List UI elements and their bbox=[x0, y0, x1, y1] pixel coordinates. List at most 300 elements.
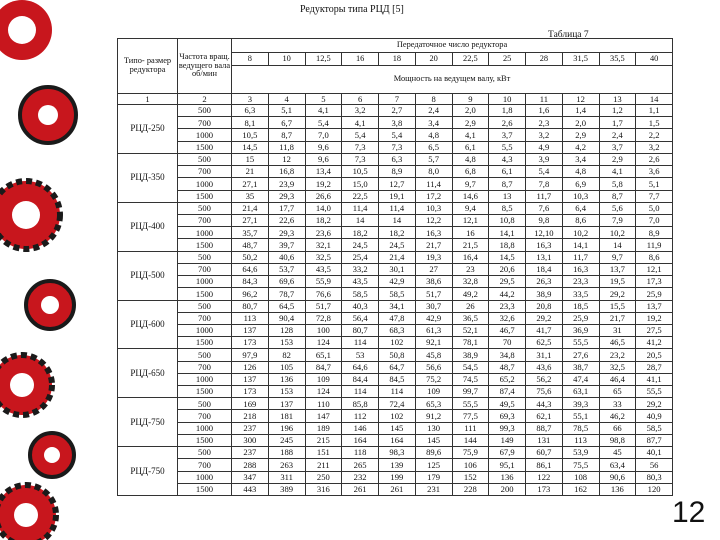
power-value: 43,5 bbox=[305, 263, 342, 275]
power-value: 151 bbox=[305, 447, 342, 459]
power-value: 19,5 bbox=[599, 276, 636, 288]
power-value: 145 bbox=[415, 434, 452, 446]
power-value: 21,7 bbox=[599, 312, 636, 324]
power-value: 84,4 bbox=[342, 373, 379, 385]
power-value: 80,7 bbox=[342, 324, 379, 336]
header-ratio: 22,5 bbox=[452, 53, 489, 66]
power-value: 2,0 bbox=[562, 117, 599, 129]
power-value: 40,9 bbox=[636, 410, 673, 422]
power-value: 38,6 bbox=[415, 276, 452, 288]
power-value: 118 bbox=[342, 447, 379, 459]
power-value: 10,5 bbox=[232, 129, 269, 141]
power-value: 5,6 bbox=[599, 202, 636, 214]
power-value: 125 bbox=[415, 459, 452, 471]
power-value: 58,5 bbox=[636, 422, 673, 434]
shaft-speed: 500 bbox=[178, 300, 232, 312]
power-value: 113 bbox=[232, 312, 269, 324]
power-value: 97,9 bbox=[232, 349, 269, 361]
power-value: 8,5 bbox=[489, 202, 526, 214]
power-value: 8,9 bbox=[379, 166, 416, 178]
power-value: 53 bbox=[342, 349, 379, 361]
power-value: 3,9 bbox=[526, 153, 563, 165]
power-value: 27 bbox=[415, 263, 452, 275]
power-value: 12,2 bbox=[415, 214, 452, 226]
power-value: 48,7 bbox=[489, 361, 526, 373]
power-value: 52,1 bbox=[452, 324, 489, 336]
power-value: 114 bbox=[342, 386, 379, 398]
power-value: 80,3 bbox=[636, 471, 673, 483]
table-row bbox=[118, 312, 673, 324]
power-value: 7,7 bbox=[636, 190, 673, 202]
power-value: 72,4 bbox=[379, 398, 416, 410]
table-row bbox=[118, 227, 673, 239]
page-title: Редукторы типа РЦД [5] bbox=[300, 4, 404, 15]
shaft-speed: 1000 bbox=[178, 276, 232, 288]
power-value: 16,3 bbox=[562, 263, 599, 275]
power-value: 48,7 bbox=[232, 239, 269, 251]
power-value: 99,7 bbox=[452, 386, 489, 398]
shaft-speed: 500 bbox=[178, 398, 232, 410]
table-label: Таблица 7 bbox=[548, 30, 589, 40]
reducer-type: РЦД-750 bbox=[118, 447, 178, 496]
power-value: 85,8 bbox=[342, 398, 379, 410]
power-value: 311 bbox=[268, 471, 305, 483]
power-value: 34,1 bbox=[379, 300, 416, 312]
power-value: 96,2 bbox=[232, 288, 269, 300]
power-value: 122 bbox=[526, 471, 563, 483]
power-value: 32,6 bbox=[489, 312, 526, 324]
reducer-type: РЦД-350 bbox=[118, 153, 178, 202]
table-row bbox=[118, 129, 673, 141]
power-value: 21,4 bbox=[232, 202, 269, 214]
power-value: 21,4 bbox=[379, 251, 416, 263]
shaft-speed: 1000 bbox=[178, 422, 232, 434]
power-value: 29,2 bbox=[526, 312, 563, 324]
power-value: 4,3 bbox=[489, 153, 526, 165]
power-value: 29,2 bbox=[599, 288, 636, 300]
power-value: 75,6 bbox=[526, 386, 563, 398]
power-value: 169 bbox=[232, 398, 269, 410]
power-value: 261 bbox=[379, 483, 416, 495]
power-value: 237 bbox=[232, 447, 269, 459]
power-value: 49,2 bbox=[452, 288, 489, 300]
power-value: 33,5 bbox=[562, 288, 599, 300]
power-value: 18,2 bbox=[342, 227, 379, 239]
power-value: 250 bbox=[305, 471, 342, 483]
shaft-speed: 500 bbox=[178, 202, 232, 214]
power-value: 15 bbox=[232, 153, 269, 165]
power-value: 26 bbox=[452, 300, 489, 312]
table-row bbox=[118, 166, 673, 178]
power-value: 5,4 bbox=[526, 166, 563, 178]
power-value: 106 bbox=[452, 459, 489, 471]
power-value: 24,5 bbox=[379, 239, 416, 251]
power-value: 11,4 bbox=[342, 202, 379, 214]
power-value: 64,5 bbox=[268, 300, 305, 312]
table-row bbox=[118, 276, 673, 288]
shaft-speed: 1500 bbox=[178, 434, 232, 446]
power-value: 196 bbox=[268, 422, 305, 434]
power-value: 124 bbox=[305, 386, 342, 398]
power-value: 56,4 bbox=[342, 312, 379, 324]
power-value: 14,5 bbox=[232, 141, 269, 153]
power-value: 7,3 bbox=[342, 141, 379, 153]
power-value: 137 bbox=[232, 373, 269, 385]
decorative-gears bbox=[0, 0, 95, 540]
power-value: 3,6 bbox=[636, 166, 673, 178]
power-value: 4,1 bbox=[305, 105, 342, 117]
table-row bbox=[118, 447, 673, 459]
power-value: 6,3 bbox=[232, 105, 269, 117]
power-value: 112 bbox=[342, 410, 379, 422]
power-value: 7,9 bbox=[599, 214, 636, 226]
shaft-speed: 1500 bbox=[178, 190, 232, 202]
table-row bbox=[118, 337, 673, 349]
shaft-speed: 1500 bbox=[178, 483, 232, 495]
power-value: 54,5 bbox=[452, 361, 489, 373]
table-row bbox=[118, 483, 673, 495]
power-value: 10,2 bbox=[562, 227, 599, 239]
power-value: 23 bbox=[452, 263, 489, 275]
table-row bbox=[118, 434, 673, 446]
power-value: 3,7 bbox=[599, 141, 636, 153]
power-value: 199 bbox=[379, 471, 416, 483]
power-value: 8,1 bbox=[232, 117, 269, 129]
power-value: 18,2 bbox=[379, 227, 416, 239]
power-value: 173 bbox=[232, 386, 269, 398]
power-value: 1,7 bbox=[599, 117, 636, 129]
shaft-speed: 700 bbox=[178, 214, 232, 226]
power-value: 3,7 bbox=[489, 129, 526, 141]
power-value: 2,4 bbox=[599, 129, 636, 141]
power-value: 11,4 bbox=[415, 178, 452, 190]
table-row bbox=[118, 288, 673, 300]
power-value: 2,6 bbox=[636, 153, 673, 165]
power-value: 126 bbox=[232, 361, 269, 373]
page-number: 12 bbox=[672, 496, 706, 529]
power-value: 40,6 bbox=[268, 251, 305, 263]
power-value: 16 bbox=[452, 227, 489, 239]
power-value: 14 bbox=[342, 214, 379, 226]
power-value: 35,7 bbox=[232, 227, 269, 239]
power-value: 67,9 bbox=[489, 447, 526, 459]
power-value: 12,10 bbox=[526, 227, 563, 239]
power-value: 8,6 bbox=[562, 214, 599, 226]
power-value: 64,6 bbox=[342, 361, 379, 373]
power-value: 31,1 bbox=[526, 349, 563, 361]
power-value: 114 bbox=[342, 337, 379, 349]
power-value: 8,9 bbox=[636, 227, 673, 239]
power-value: 29,2 bbox=[636, 398, 673, 410]
power-value: 82 bbox=[268, 349, 305, 361]
power-value: 11,8 bbox=[268, 141, 305, 153]
table-row bbox=[118, 263, 673, 275]
power-value: 149 bbox=[489, 434, 526, 446]
power-value: 111 bbox=[452, 422, 489, 434]
power-value: 20,8 bbox=[526, 300, 563, 312]
power-value: 228 bbox=[452, 483, 489, 495]
power-value: 21 bbox=[232, 166, 269, 178]
power-value: 173 bbox=[526, 483, 563, 495]
power-value: 90,6 bbox=[599, 471, 636, 483]
power-value: 45,8 bbox=[415, 349, 452, 361]
power-value: 34,8 bbox=[489, 349, 526, 361]
column-number: 11 bbox=[526, 94, 563, 105]
power-value: 1,5 bbox=[636, 117, 673, 129]
power-value: 9,4 bbox=[452, 202, 489, 214]
header-power: Мощность на ведущем валу, кВт bbox=[232, 66, 673, 94]
shaft-speed: 1500 bbox=[178, 239, 232, 251]
column-number: 14 bbox=[636, 94, 673, 105]
power-value: 3,4 bbox=[415, 117, 452, 129]
table-row bbox=[118, 422, 673, 434]
table-row bbox=[118, 373, 673, 385]
power-value: 9,6 bbox=[305, 153, 342, 165]
power-value: 42,9 bbox=[415, 312, 452, 324]
power-value: 23,3 bbox=[562, 276, 599, 288]
column-number: 10 bbox=[489, 94, 526, 105]
shaft-speed: 1000 bbox=[178, 324, 232, 336]
power-value: 7,0 bbox=[636, 214, 673, 226]
power-value: 98,8 bbox=[599, 434, 636, 446]
table-row bbox=[118, 324, 673, 336]
table-row bbox=[118, 141, 673, 153]
power-value: 29,3 bbox=[268, 227, 305, 239]
power-value: 32,5 bbox=[305, 251, 342, 263]
power-value: 43,5 bbox=[342, 276, 379, 288]
power-value: 146 bbox=[342, 422, 379, 434]
power-value: 29,3 bbox=[268, 190, 305, 202]
power-value: 16,3 bbox=[526, 239, 563, 251]
shaft-speed: 1000 bbox=[178, 471, 232, 483]
power-value: 128 bbox=[268, 324, 305, 336]
power-value: 75,2 bbox=[415, 373, 452, 385]
power-value: 11,7 bbox=[562, 251, 599, 263]
power-value: 41,2 bbox=[636, 337, 673, 349]
power-value: 55,5 bbox=[562, 337, 599, 349]
power-value: 84,5 bbox=[379, 373, 416, 385]
table-row bbox=[118, 153, 673, 165]
power-value: 10,3 bbox=[562, 190, 599, 202]
table-row bbox=[118, 251, 673, 263]
power-value: 14,6 bbox=[452, 190, 489, 202]
power-value: 5,7 bbox=[415, 153, 452, 165]
shaft-speed: 1000 bbox=[178, 178, 232, 190]
power-value: 109 bbox=[415, 386, 452, 398]
power-value: 109 bbox=[305, 373, 342, 385]
power-value: 2,2 bbox=[636, 129, 673, 141]
power-value: 60,7 bbox=[526, 447, 563, 459]
power-value: 1,4 bbox=[562, 105, 599, 117]
power-value: 232 bbox=[342, 471, 379, 483]
column-number: 2 bbox=[178, 94, 232, 105]
table-row bbox=[118, 349, 673, 361]
reducer-type: РЦД-250 bbox=[118, 105, 178, 154]
power-value: 300 bbox=[232, 434, 269, 446]
header-ratio: 10 bbox=[268, 53, 305, 66]
power-value: 29,5 bbox=[489, 276, 526, 288]
shaft-speed: 1500 bbox=[178, 288, 232, 300]
power-value: 2,9 bbox=[562, 129, 599, 141]
power-value: 25,9 bbox=[562, 312, 599, 324]
power-value: 245 bbox=[268, 434, 305, 446]
table-row bbox=[118, 117, 673, 129]
power-value: 24,5 bbox=[342, 239, 379, 251]
power-value: 23,9 bbox=[268, 178, 305, 190]
power-value: 218 bbox=[232, 410, 269, 422]
power-value: 56,6 bbox=[415, 361, 452, 373]
column-number: 6 bbox=[342, 94, 379, 105]
power-value: 5,8 bbox=[599, 178, 636, 190]
header-ratio: 12,5 bbox=[305, 53, 342, 66]
power-value: 47,8 bbox=[379, 312, 416, 324]
table-row bbox=[118, 214, 673, 226]
table-row bbox=[118, 471, 673, 483]
power-value: 98,3 bbox=[379, 447, 416, 459]
power-value: 131 bbox=[526, 434, 563, 446]
power-value: 41,1 bbox=[636, 373, 673, 385]
power-value: 173 bbox=[232, 337, 269, 349]
power-value: 26,3 bbox=[526, 276, 563, 288]
power-value: 68,3 bbox=[379, 324, 416, 336]
power-value: 64,6 bbox=[232, 263, 269, 275]
power-value: 3,2 bbox=[342, 105, 379, 117]
power-value: 8,0 bbox=[415, 166, 452, 178]
shaft-speed: 700 bbox=[178, 459, 232, 471]
power-value: 63,4 bbox=[599, 459, 636, 471]
power-value: 86,1 bbox=[526, 459, 563, 471]
column-number: 1 bbox=[118, 94, 178, 105]
power-value: 100 bbox=[305, 324, 342, 336]
power-value: 31 bbox=[599, 324, 636, 336]
power-value: 5,1 bbox=[636, 178, 673, 190]
power-value: 9,7 bbox=[599, 251, 636, 263]
power-value: 51,7 bbox=[305, 300, 342, 312]
power-value: 7,8 bbox=[526, 178, 563, 190]
power-value: 102 bbox=[379, 410, 416, 422]
power-value: 316 bbox=[305, 483, 342, 495]
power-value: 13 bbox=[489, 190, 526, 202]
power-value: 74,5 bbox=[452, 373, 489, 385]
header-ratio: 28 bbox=[526, 53, 563, 66]
header-ratio: 18 bbox=[379, 53, 416, 66]
power-value: 153 bbox=[268, 386, 305, 398]
power-value: 3,4 bbox=[562, 153, 599, 165]
power-value: 92,1 bbox=[415, 337, 452, 349]
power-value: 9,7 bbox=[452, 178, 489, 190]
power-value: 75,9 bbox=[452, 447, 489, 459]
power-value: 9,6 bbox=[305, 141, 342, 153]
power-value: 22,5 bbox=[342, 190, 379, 202]
table-row bbox=[118, 459, 673, 471]
power-value: 32,5 bbox=[599, 361, 636, 373]
shaft-speed: 1000 bbox=[178, 227, 232, 239]
power-value: 38,9 bbox=[452, 349, 489, 361]
shaft-speed: 700 bbox=[178, 361, 232, 373]
power-value: 46,5 bbox=[599, 337, 636, 349]
power-value: 105 bbox=[268, 361, 305, 373]
power-value: 136 bbox=[489, 471, 526, 483]
power-value: 237 bbox=[232, 422, 269, 434]
power-value: 179 bbox=[415, 471, 452, 483]
power-value: 2,3 bbox=[526, 117, 563, 129]
shaft-speed: 1500 bbox=[178, 386, 232, 398]
power-value: 15,0 bbox=[342, 178, 379, 190]
power-value: 87,4 bbox=[489, 386, 526, 398]
reducer-table-container bbox=[117, 38, 673, 496]
power-value: 21,5 bbox=[452, 239, 489, 251]
power-value: 21,7 bbox=[415, 239, 452, 251]
power-value: 102 bbox=[379, 337, 416, 349]
power-value: 56 bbox=[636, 459, 673, 471]
power-value: 46,4 bbox=[599, 373, 636, 385]
power-value: 6,5 bbox=[415, 141, 452, 153]
table-row bbox=[118, 361, 673, 373]
power-value: 42,9 bbox=[379, 276, 416, 288]
power-value: 55,5 bbox=[636, 386, 673, 398]
power-value: 5,0 bbox=[636, 202, 673, 214]
column-number: 7 bbox=[379, 94, 416, 105]
power-value: 13,7 bbox=[636, 300, 673, 312]
power-value: 38,7 bbox=[562, 361, 599, 373]
power-value: 18,4 bbox=[526, 263, 563, 275]
column-number: 4 bbox=[268, 94, 305, 105]
power-value: 137 bbox=[232, 324, 269, 336]
column-number: 3 bbox=[232, 94, 269, 105]
power-value: 6,7 bbox=[268, 117, 305, 129]
power-value: 50,8 bbox=[379, 349, 416, 361]
power-value: 35 bbox=[232, 190, 269, 202]
power-value: 164 bbox=[342, 434, 379, 446]
power-value: 10,3 bbox=[415, 202, 452, 214]
power-value: 181 bbox=[268, 410, 305, 422]
power-value: 136 bbox=[599, 483, 636, 495]
power-value: 443 bbox=[232, 483, 269, 495]
power-value: 124 bbox=[305, 337, 342, 349]
power-value: 13,7 bbox=[599, 263, 636, 275]
power-value: 49,5 bbox=[489, 398, 526, 410]
power-value: 2,0 bbox=[452, 105, 489, 117]
shaft-speed: 500 bbox=[178, 349, 232, 361]
reducer-type: РЦД-500 bbox=[118, 251, 178, 300]
power-value: 11,4 bbox=[379, 202, 416, 214]
shaft-speed: 700 bbox=[178, 117, 232, 129]
power-value: 76,6 bbox=[305, 288, 342, 300]
power-value: 16,4 bbox=[452, 251, 489, 263]
table-row bbox=[118, 239, 673, 251]
power-value: 4,8 bbox=[415, 129, 452, 141]
power-value: 2,9 bbox=[599, 153, 636, 165]
power-value: 13,4 bbox=[305, 166, 342, 178]
column-number: 5 bbox=[305, 94, 342, 105]
power-value: 23,3 bbox=[489, 300, 526, 312]
power-value: 7,3 bbox=[342, 153, 379, 165]
power-value: 12,7 bbox=[379, 178, 416, 190]
table-row bbox=[118, 386, 673, 398]
power-value: 110 bbox=[305, 398, 342, 410]
power-value: 215 bbox=[305, 434, 342, 446]
power-value: 39,3 bbox=[562, 398, 599, 410]
power-value: 6,8 bbox=[452, 166, 489, 178]
table-row bbox=[118, 300, 673, 312]
power-value: 95,1 bbox=[489, 459, 526, 471]
power-value: 65,1 bbox=[305, 349, 342, 361]
power-value: 70 bbox=[489, 337, 526, 349]
table-row bbox=[118, 190, 673, 202]
power-value: 33,2 bbox=[342, 263, 379, 275]
power-value: 3,2 bbox=[636, 141, 673, 153]
shaft-speed: 700 bbox=[178, 410, 232, 422]
